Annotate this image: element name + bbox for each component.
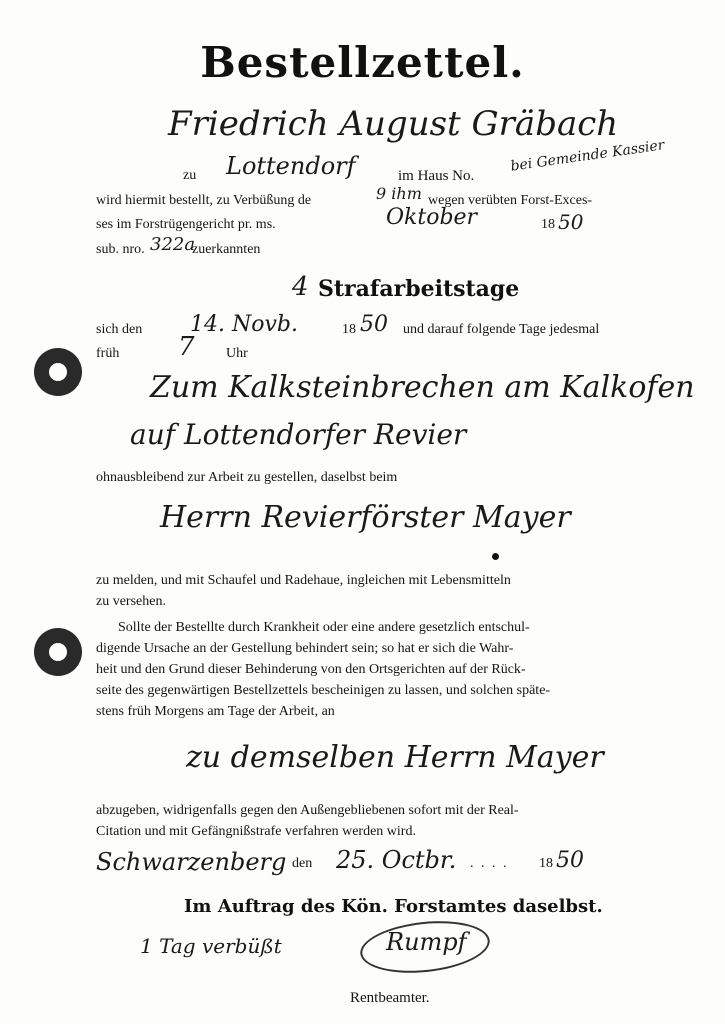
heading-strafarbeitstage: Strafarbeitstage bbox=[318, 276, 520, 302]
dotted-leader: . . . . bbox=[470, 856, 509, 871]
text-zuerkannten: zuerkannten bbox=[192, 242, 261, 257]
label-zu: zu bbox=[183, 168, 197, 183]
label-uhr: Uhr bbox=[226, 346, 248, 361]
label-sich-den: sich den bbox=[96, 322, 143, 337]
handwritten-year-1: 50 bbox=[558, 210, 584, 234]
handwritten-report-to: Herrn Revierförster Mayer bbox=[160, 500, 571, 535]
label-im-haus: im Haus No. bbox=[398, 168, 475, 184]
handwritten-date: 14. Novb. bbox=[190, 312, 298, 337]
text-para-3: heit und den Grund dieser Behinderung von den Ortsgerichten auf der Rück- bbox=[96, 662, 526, 677]
text-ohnausbleibend: ohnausbleibend zur Arbeit zu gestellen, daselbst beim bbox=[96, 470, 398, 485]
text-und-darauf: und darauf folgende Tage jedesmal bbox=[403, 322, 600, 337]
label-year-prefix-3: 18 bbox=[539, 856, 553, 871]
handwritten-days: 4 bbox=[292, 272, 309, 302]
text-abzugeben-1: abzugeben, widrigenfalls gegen den Außengebliebenen sofort mit der Real- bbox=[96, 803, 519, 818]
handwritten-hour: 7 bbox=[178, 332, 195, 362]
handwritten-sub-nro: 322a bbox=[150, 234, 196, 255]
handwritten-deliver-to: zu demselben Herrn Mayer bbox=[186, 740, 604, 775]
text-auftrag: Im Auftrag des Kön. Forstamtes daselbst. bbox=[184, 896, 603, 917]
handwritten-note-left: 1 Tag verbüßt bbox=[140, 934, 282, 958]
handwritten-date-day: 25. Octbr. bbox=[336, 846, 457, 874]
handwritten-year-2: 50 bbox=[360, 312, 388, 337]
handwritten-place: Lottendorf bbox=[226, 152, 356, 180]
handwritten-signature: Rumpf bbox=[386, 928, 467, 956]
handwritten-house-note: bei Gemeinde Kassier bbox=[509, 137, 666, 175]
handwritten-count: 9 ihm bbox=[376, 184, 422, 203]
punch-hole-bottom bbox=[34, 628, 82, 676]
handwritten-work-line-1: Zum Kalksteinbrechen am Kalkofen bbox=[150, 370, 695, 405]
ink-dot bbox=[492, 553, 499, 560]
handwritten-year-3: 50 bbox=[556, 848, 584, 873]
text-melden-1: zu melden, und mit Schaufel und Radehaue, ingleichen mit Lebensmitteln bbox=[96, 573, 511, 588]
text-abzugeben-2: Citation und mit Gefängnißstrafe verfahren werden wird. bbox=[96, 824, 416, 839]
text-wegen: wegen verübten Forst-Exces- bbox=[428, 193, 593, 208]
handwritten-place-date: Schwarzenberg bbox=[96, 848, 287, 876]
text-para-4: seite des gegenwärtigen Bestellzettels bescheinigen zu lassen, und solchen späte- bbox=[96, 683, 551, 698]
handwritten-work-line-2: auf Lottendorfer Revier bbox=[130, 418, 467, 451]
text-rentbeamter: Rentbeamter. bbox=[350, 990, 430, 1006]
text-forstruegengericht: ses im Forstrügengericht pr. ms. bbox=[96, 217, 276, 232]
document-title: Bestellzettel. bbox=[200, 38, 525, 87]
label-year-prefix-2: 18 bbox=[342, 322, 356, 337]
text-melden-2: zu versehen. bbox=[96, 594, 166, 609]
label-year-prefix-1: 18 bbox=[541, 217, 555, 232]
text-para-1: Sollte der Bestellte durch Krankheit oder eine andere gesetzlich entschul- bbox=[118, 620, 530, 635]
text-para-5: stens früh Morgens am Tage der Arbeit, an bbox=[96, 704, 335, 719]
punch-hole-top bbox=[34, 348, 82, 396]
label-den: den bbox=[292, 856, 313, 871]
text-para-2: digende Ursache an der Gestellung behindert sein; so hat er sich die Wahr- bbox=[96, 641, 514, 656]
label-frueh: früh bbox=[96, 346, 120, 361]
handwritten-name: Friedrich August Gräbach bbox=[168, 104, 619, 144]
label-sub-nro: sub. nro. bbox=[96, 242, 145, 257]
handwritten-month: Oktober bbox=[386, 205, 478, 230]
text-wird-bestellt: wird hiermit bestellt, zu Verbüßung de bbox=[96, 193, 312, 208]
